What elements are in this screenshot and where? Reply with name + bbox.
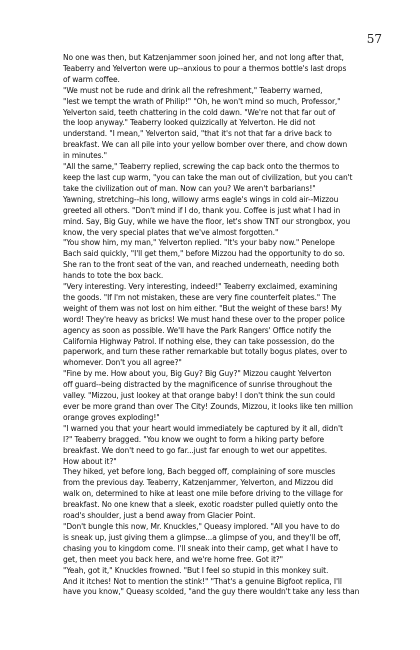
paragraph: Yawning, stretching--his long, willowy arms eagle's wings in cold air--Mizzou greeted all others. "Don't mind if I do, thank you. Coffee is just what I had in mind. Say, Big Guy, while we have the floor, let's show TNT our strongbox, you know, the very special plates that we've almost forgotten." <box>63 194 351 237</box>
paragraph: "All the same," Teaberry replied, screwing the cap back onto the thermos to keep the last cup warm, "you can take the man out of civilization, but you can't take the civilization out of man. Now can you? We aren't barbarians!" <box>63 162 353 193</box>
paragraph: "I warned you that your heart would immediately be captured by it all, didn't I?" Teaberry bragged. "You know we ought to form a hiking party before breakfast. We don't need to go far...just far enough to wet our appetites. How about it?" <box>63 423 343 466</box>
body-text <box>63 53 366 598</box>
paragraph: No one was then, but Katzenjammer soon joined her, and not long after that, Teaberry and Yelverton were up--anxious to pour a thermos bottle's last drops of warm coffee. <box>63 53 347 84</box>
page-number: 57 <box>366 32 382 46</box>
paragraph: They hiked, yet before long, Bach begged off, complaining of sore muscles from the previous day. Teaberry, Katzenjammer, Yelverton, and Mizzou did walk on, determined to hike at least one mile before driving to the village for breakfast. No one knew that a sleek, exotic roadster pulled quietly onto the road's shoulder, just a bend away from Glacier Point. <box>63 467 343 521</box>
paragraph: "Very interesting. Very interesting, indeed!" Teaberry exclaimed, examining the goods. "If I'm not mistaken, these are very fine counterfeit plates." The weight of them was not lost on him either. "But the weight of these bars! My word! They're heavy as bricks! We must hand these over to the proper police agency as soon as possible. We'll have the Park Rangers' Office notify the California Highway Patrol. If nothing else, they can take possession, do the paperwork, and turn these rather remarkable but totally bogus plates, over to whomever. Don't you all agree?" <box>63 282 347 368</box>
paragraph: "Fine by me. How about you, Big Guy? Big Guy?" Mizzou caught Yelverton off guard--being distracted by the magnificence of sunrise throughout the valley. "Mizzou, just lookey at that orange baby! I don't think the sun could ever be more grand than over The City! Zounds, Mizzou, it looks like ten million orange groves exploding!" <box>63 369 353 422</box>
paragraph: "Don't bungle this now, Mr. Knuckles," Queasy implored. "All you have to do is sneak up, just giving them a glimpse...a glimpse of you, and they'll be off, chasing you to kingdom come. I'll sneak into their camp, get what I have to get, then meet you back here, and we're home free. Got it?" <box>63 521 341 564</box>
paragraph: "We must not be rude and drink all the refreshment," Teaberry warned, "lest we tempt the wrath of Philip!" "Oh, he won't mind so much, Professor," Yelverton said, teeth chattering in the cold dawn. "We're not that far out of the loop anyway." Teaberry looked quizzically at Yelverton. He did not understand. "I mean," Yelverton said, "that it's not that far a drive back to breakfast. We can all pile into your yellow bomber over there, and chow down in minutes." <box>63 85 348 161</box>
paragraph: "Yeah, got it," Knuckles frowned. "But I feel so stupid in this monkey suit. And it itches! Not to mention the stink!" "That's a genuine Bigfoot replica, I'll have you know," Queasy scolded, "and the guy there wouldn't take any less than <box>63 565 360 597</box>
paragraph: "You show him, my man," Yelverton replied. "It's your baby now." Penelope Bach said quickly, "I'll get them," before Mizzou had the opportunity to do so. She ran to the front seat of the van, and reached underneath, needing both hands to tote the box back. <box>63 238 345 281</box>
